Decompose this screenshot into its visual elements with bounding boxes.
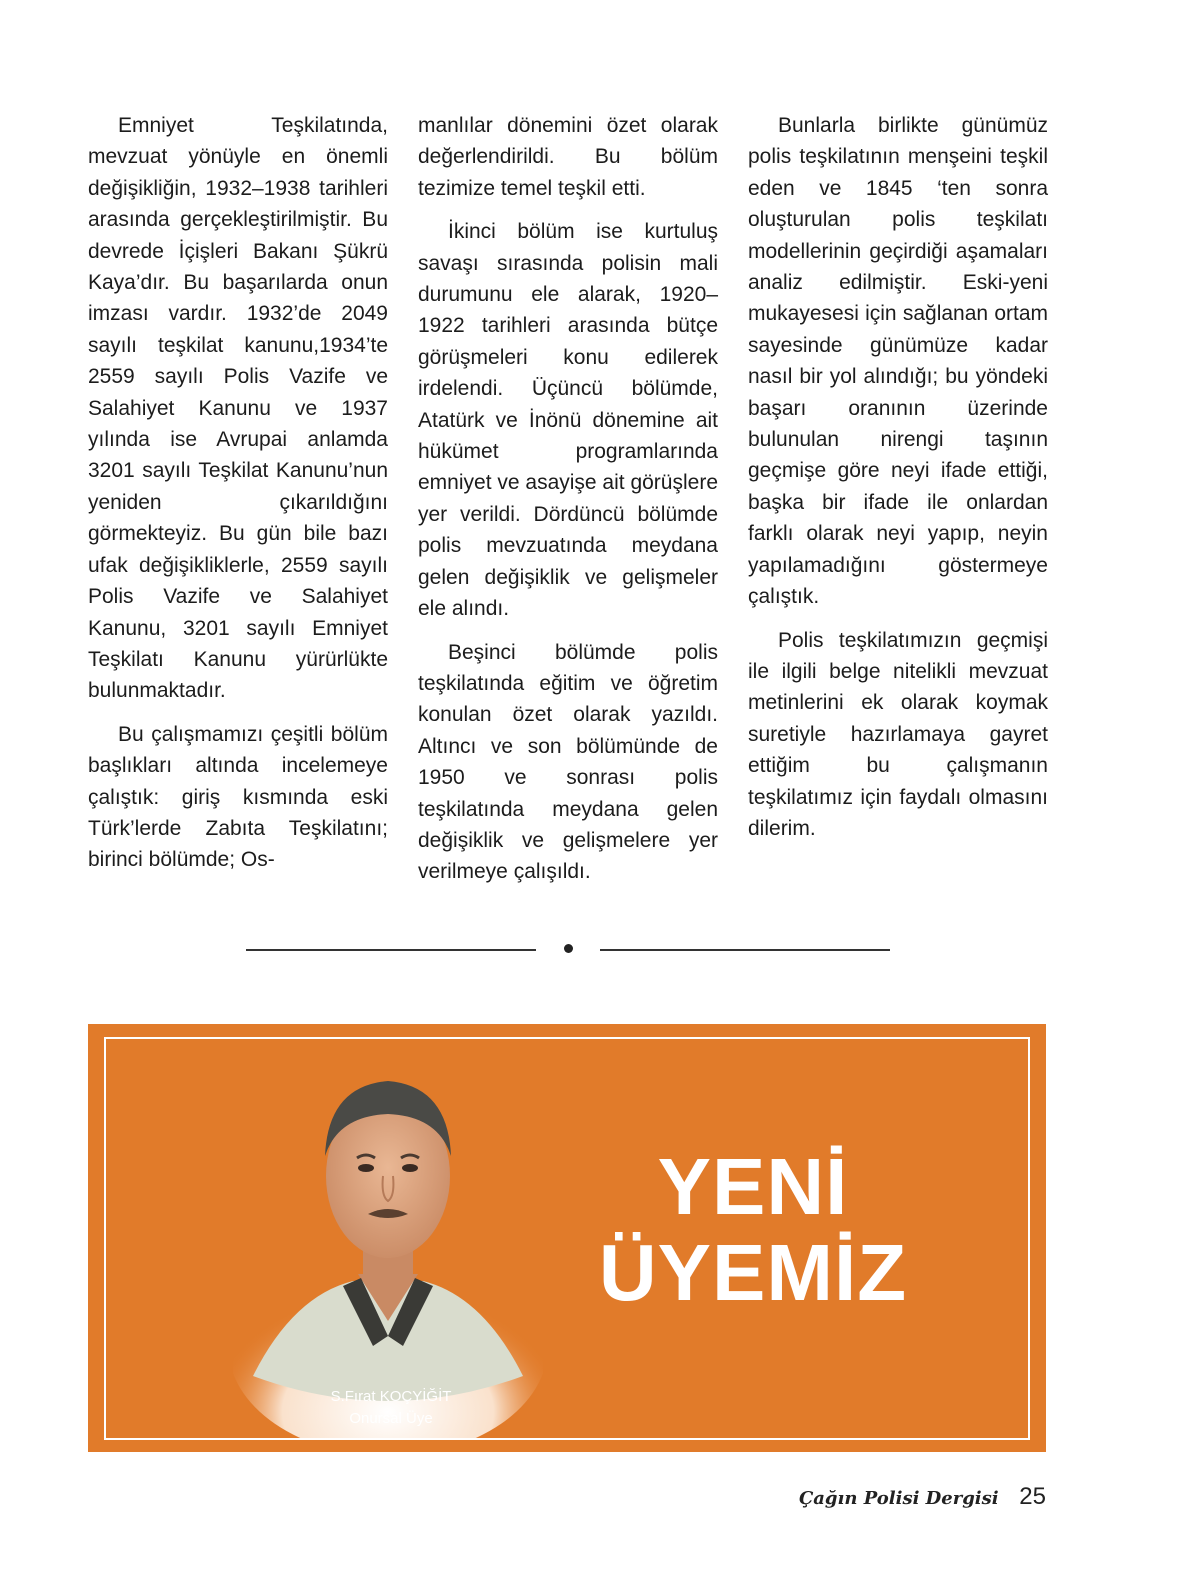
paragraph: Emniyet Teşkilatında, mevzuat yönüyle en önemli değişikliğin, 1932–1938 tarihleri arasında gerçekleştirilmiştir. Bu devrede İçişleri Bakanı Şükrü Kaya’dır. Bu başarılarda onun imzası vardır. 1932’de 2049 sayılı teşkilat kanunu,1934’te 2559 sayılı Polis Vazife ve Salahiyet Kanunu ve 1937 yılında ise Avrupai anlamda 3201 sayılı Teşkilat Kanunu’nun yeniden çıkarıldığını görmekteyiz. Bu gün bile bazı ufak değişikliklerle, 2559 sayılı Polis Vazife ve Salahiyet Kanunu, 3201 sayılı Emniyet Teşkilatı Kanunu yürürlükte bulunmaktadır. (88, 114, 388, 703)
paragraph: Polis teşkilatımızın geçmişi ile ilgili belge nitelikli mevzuat metinlerini ek olarak koymak suretiyle hazırlamaya gayret ettiğim bu çalışmanın teşkilatımız için faydalı olmasını dilerim. (748, 628, 1048, 840)
text-column-2 (418, 110, 718, 900)
new-member-banner (88, 1024, 1046, 1452)
divider-dot (564, 944, 573, 953)
paragraph: İkinci bölüm ise kurtuluş savaşı sırasında polisin mali durumunu ele alarak, 1920–1922 tarihleri arasında bütçe görüşmeleri konu edilerek irdelendi. Üçüncü bölümde, Atatürk ve İnönü dönemine ait hükümet programlarında emniyet ve asayişe ait görüşlere yer verildi. Dördüncü bölümde polis mevzuatında meydana gelen değişiklik ve gelişmeler ele alındı. (418, 220, 718, 621)
member-role: Onursal Üye (349, 1410, 433, 1427)
paragraph: Beşinci bölümde polis teşkilatında eğitim ve öğretim konulan özet olarak yazıldı. Altıncı ve son bölümünde de 1950 ve sonrası polis teşkilatında meydana gelen değişiklik ve gelişmelere yer verilmeye çalışıldı. (418, 640, 718, 884)
divider-line-left (246, 949, 536, 951)
member-name: S.Fırat KOÇYİĞİT (330, 1388, 452, 1405)
photo-caption (306, 1386, 476, 1430)
text-column-3 (748, 110, 1048, 856)
text-column-1 (88, 110, 388, 888)
portrait-photo (233, 1046, 543, 1438)
banner-headline (588, 1144, 918, 1316)
page-number: 25 (1019, 1483, 1046, 1510)
paragraph: manlılar dönemini özet olarak değerlendirildi. Bu bölüm tezimize temel teşkil etti. (418, 114, 718, 200)
paragraph: Bu çalışmamızı çeşitli bölüm başlıkları altında incelemeye çalıştık: giriş kısmında eski Türk’lerde Zabıta Teşkilatını; birinci bölümde; Os- (88, 722, 388, 872)
magazine-name: Çağın Polisi Dergisi (798, 1488, 999, 1509)
headline-line-2: ÜYEMİZ (598, 1228, 908, 1317)
page-footer (799, 1483, 1046, 1511)
headline-line-1: YENİ (657, 1142, 849, 1231)
paragraph: Bunlarla birlikte günümüz polis teşkilatının menşeini teşkil eden ve 1845 ‘ten sonra oluşturulan polis teşkilatı modellerinin geçirdiği aşamaları analiz edilmiştir. Eski-yeni mukayesesi için sağlanan ortam sayesinde günümüze kadar nasıl bir yol alındığı; bu yöndeki başarı oranının üzerinde bulunulan nirengi taşının geçmişe göre neyi ifade ettiği, başka bir ifade ile onlardan farklı olarak neyi yapıp, neyin yapılamadığını göstermeye çalıştık. (748, 114, 1048, 609)
divider-line-right (600, 949, 890, 951)
